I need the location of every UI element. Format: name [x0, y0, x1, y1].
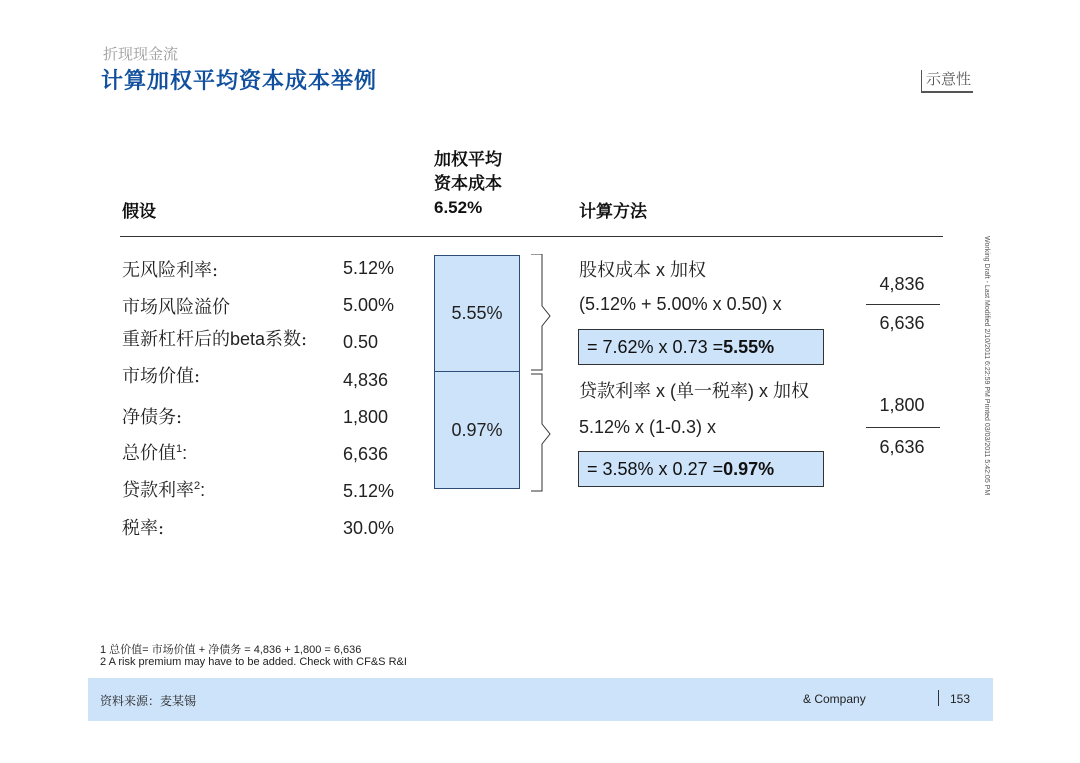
debt-weight-numerator: 1,800: [879, 395, 925, 415]
debt-calc-result: = 3.58% x 0.27 =0.97%: [578, 451, 824, 487]
equity-calc-formula: (5.12% + 5.00% x 0.50) x: [579, 294, 782, 314]
footer-source: 资料来源：麦某锡: [100, 694, 197, 708]
brace-graphic: [528, 254, 554, 494]
assumptions-header: 假设: [122, 202, 156, 221]
header-divider: [120, 236, 943, 237]
assumption-label-total-value: 总价值$^1$:: [122, 443, 188, 464]
assumption-value-beta: 0.50: [343, 332, 379, 352]
debt-weight-denominator: 6,636: [879, 437, 925, 457]
debt-weight-fraction-bar: [866, 427, 940, 428]
wacc-equity-box: [434, 255, 520, 372]
equity-brace: [531, 254, 550, 370]
wacc-equity-value: 5.55%: [451, 303, 503, 323]
assumption-value-risk-free: 5.12%: [343, 258, 395, 278]
debt-result-bold: 0.97%: [723, 459, 775, 479]
equity-weight-numerator: 4,836: [879, 274, 925, 294]
footnote-2: 2 A risk premium may have to be added. Check with CF&S R&I: [100, 656, 407, 668]
equity-calc-result: = 7.62% x 0.73 =5.55%: [578, 329, 824, 365]
footnote-1: 1 总价值= 市场价值 + 净债务 = 4,836 + 1,800 = 6,636: [100, 644, 362, 656]
assumption-value-market-premium: 5.00%: [343, 295, 395, 315]
assumption-label-beta: 重新杠杆后的beta系数:: [122, 329, 308, 350]
wacc-header: [434, 148, 502, 220]
equity-weight-fraction-bar: [866, 304, 940, 305]
wacc-debt-value: 0.97%: [451, 419, 503, 440]
equity-calc-title: 股权成本 x 加权: [579, 260, 707, 281]
assumption-label-market-value: 市场价值:: [122, 366, 201, 387]
assumption-value-market-value: 4,836: [343, 370, 389, 390]
equity-weight-denominator: 6,636: [879, 313, 925, 333]
wacc-debt-box: [434, 371, 520, 489]
wacc-value: 6.52%: [434, 198, 483, 217]
debt-brace: [531, 374, 550, 491]
page-number: 153: [950, 692, 971, 706]
breadcrumb: 折现现金流: [103, 45, 179, 63]
assumption-value-loan-rate: 5.12%: [343, 481, 395, 501]
method-header: 计算方法: [579, 202, 647, 221]
debt-calc-title: 贷款利率 x (单一税率) x 加权: [579, 381, 810, 402]
equity-result-bold: 5.55%: [723, 337, 775, 357]
assumption-label-risk-free: 无风险利率:: [122, 260, 219, 281]
assumption-label-loan-rate: 贷款利率$^2$:: [122, 480, 206, 501]
page-title: 计算加权平均资本成本举例: [101, 68, 378, 93]
assumption-label-tax-rate: 税率:: [122, 518, 165, 539]
footer-separator: [938, 690, 939, 706]
assumption-value-tax-rate: 30.0%: [343, 518, 395, 538]
assumption-label-net-debt: 净债务:: [122, 407, 183, 428]
indicative-tag: 示意性: [921, 70, 973, 93]
wacc-header-line2: 资本成本: [434, 174, 502, 193]
assumption-value-total-value: 6,636: [343, 444, 389, 464]
footer-company: & Company: [803, 692, 866, 706]
assumption-label-market-premium: 市场风险溢价: [122, 297, 230, 318]
draft-timestamp-note: Working Draft - Last Modified 2/10/2011 6:22:59 PM Printed 03/03/2011 5:42:05 PM: [983, 236, 990, 496]
debt-calc-formula: 5.12% x (1-0.3) x: [579, 417, 717, 437]
wacc-header-line1: 加权平均: [434, 150, 502, 169]
assumption-value-net-debt: 1,800: [343, 407, 389, 427]
